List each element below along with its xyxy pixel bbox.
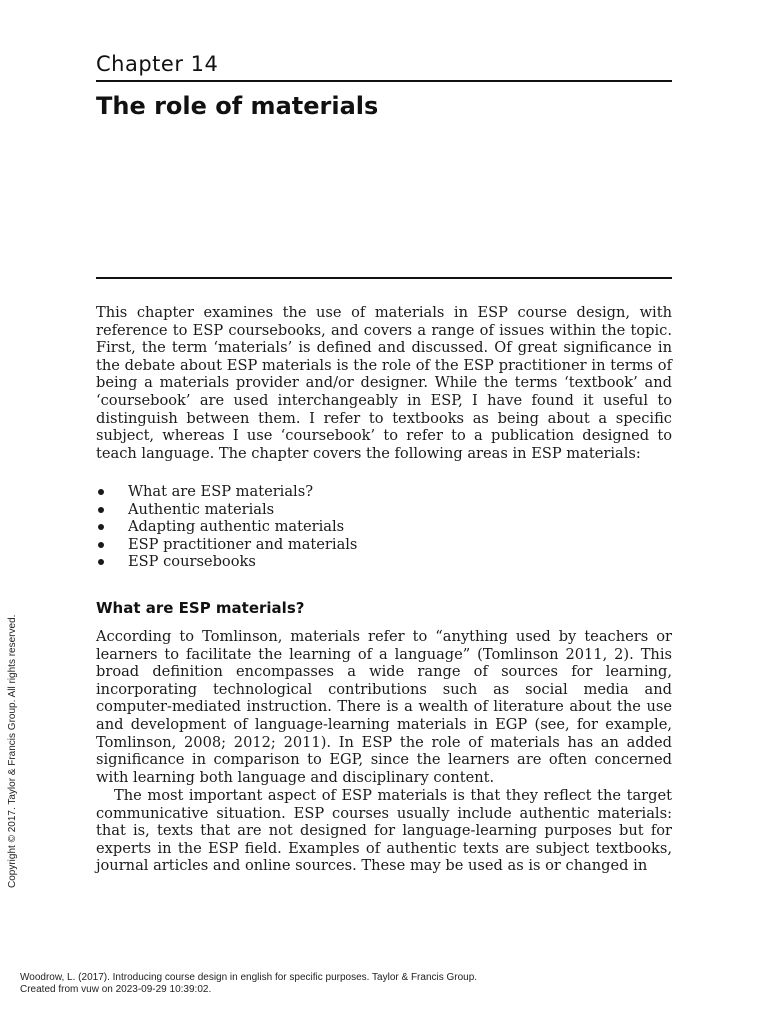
list-item	[96, 501, 357, 519]
section-heading: What are ESP materials?	[96, 599, 305, 617]
list-item-text: Authentic materials	[128, 500, 275, 518]
body-paragraph-1: According to Tomlinson, materials refer to “anything used by teachers or learners to facilitate the learning of a language” (Tomlinson 2011, 2). This broad definition encompasses a wide range of sources for learning, incorporating technological contributions such as social media and computer-mediated instruction. There is a wealth of literature about the use and development of language-learning materials in EGP (see, for example, Tomlinson, 2008; 2012; 2011). In ESP the role of materials has an added significance in comparison to EGP, since the learners are often concerned with learning both language and disciplinary content.	[96, 628, 672, 786]
header-rule	[96, 80, 672, 82]
section-rule	[96, 277, 672, 279]
citation-line: Woodrow, L. (2017). Introducing course design in english for specific purposes. Taylor & Francis Group.	[20, 972, 478, 983]
bullet-icon	[98, 542, 104, 548]
bullet-icon	[98, 524, 104, 530]
chapter-title: The role of materials	[96, 92, 379, 120]
list-item	[96, 483, 357, 501]
bullet-icon	[98, 559, 104, 565]
bullet-icon	[98, 507, 104, 513]
list-item	[96, 518, 357, 536]
list-item-text: ESP practitioner and materials	[128, 535, 358, 553]
page-footer	[20, 972, 477, 996]
copyright-notice: Copyright © 2017. Taylor & Francis Group. All rights reserved.	[7, 614, 18, 888]
list-item-text: ESP coursebooks	[128, 553, 256, 571]
list-item	[96, 536, 357, 554]
body-paragraph-2: The most important aspect of ESP materials is that they reflect the target communicative situation. ESP courses usually include authentic materials: that is, texts that are not designed for language-learning purposes but for experts in the ESP field. Examples of authentic texts are subject textbooks, journal articles and online sources. These may be used as is or changed in	[96, 787, 672, 875]
intro-paragraph: This chapter examines the use of materials in ESP course design, with reference to ESP coursebooks, and covers a range of issues within the topic. First, the term ‘materials’ is defined and discussed. Of great significance in the debate about ESP materials is the role of the ESP practitioner in terms of being a materials provider and/or designer. While the terms ‘textbook’ and ‘coursebook’ are used interchangeably in ESP, I have found it useful to distinguish between them. I refer to textbooks as being about a specific subject, whereas I use ‘coursebook’ to refer to a publication designed to teach language. The chapter covers the following areas in ESP materials:	[96, 304, 672, 462]
bullet-icon	[98, 489, 104, 495]
list-item-text: What are ESP materials?	[128, 483, 314, 500]
list-item	[96, 553, 357, 571]
topic-list	[96, 483, 357, 571]
list-item-text: Adapting authentic materials	[128, 518, 345, 536]
created-line: Created from vuw on 2023-09-29 10:39:02.	[20, 984, 212, 995]
chapter-label: Chapter 14	[96, 52, 219, 76]
